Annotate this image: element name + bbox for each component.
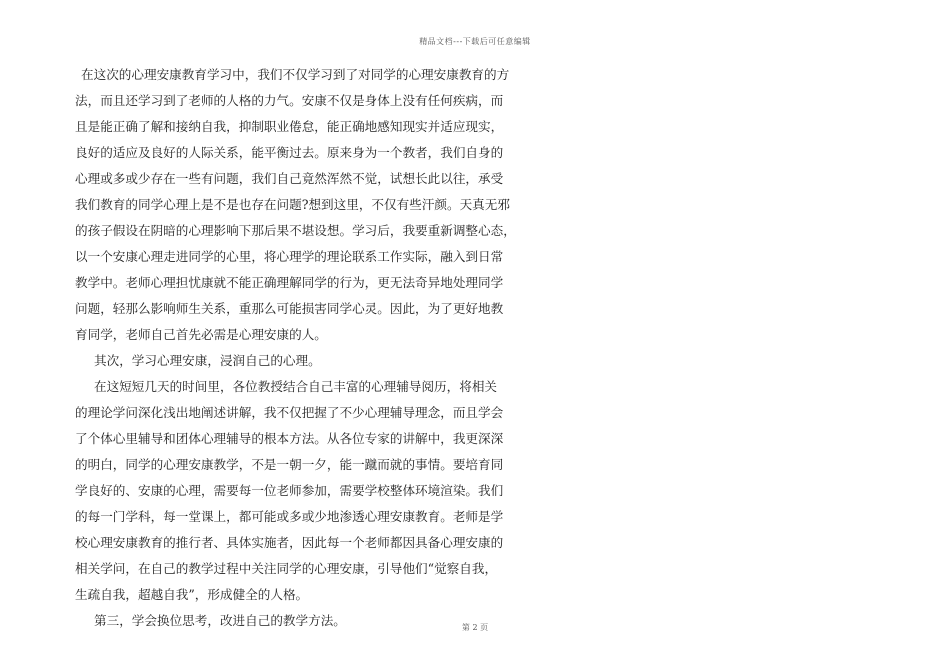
text-line: 法，而且还学习到了老师的人格的力气。安康不仅是身体上没有任何疾病，而 bbox=[75, 93, 504, 108]
section-heading: 第三，学会换位思考，改进自己的教学方法。 bbox=[94, 613, 346, 628]
text-line: 在这短短几天的时间里，各位教授结合自己丰富的心理辅导阅历，将相关 bbox=[94, 379, 497, 394]
page-header: 精品文档---下载后可任意编辑 bbox=[419, 37, 531, 46]
text-line: 育同学，老师自己首先必需是心理安康的人。 bbox=[75, 327, 327, 342]
text-line: 相关学问，在自己的教学过程中关注同学的心理安康，引导他们“觉察自我， bbox=[75, 561, 498, 576]
text-line: 在这次的心理安康教育学习中，我们不仅学习到了对同学的心理安康教育的方 bbox=[81, 67, 510, 82]
text-line: 良好的适应及良好的人际关系，能平衡过去。原来身为一个教者，我们自身的 bbox=[75, 145, 504, 160]
text-line: 学良好的、安康的心理，需要每一位老师参加，需要学校整体环境渲染。我们 bbox=[75, 483, 504, 498]
text-line: 教学中。老师心理担忧康就不能正确理解同学的行为，更无法奇异地处理同学 bbox=[75, 275, 504, 290]
text-line: 生疏自我，超越自我”，形成健全的人格。 bbox=[75, 587, 309, 602]
text-line: 的孩子假设在阴暗的心理影响下那后果不堪设想。学习后，我要重新调整心态， bbox=[75, 223, 516, 238]
text-line: 的明白，同学的心理安康教学，不是一朝一夕，能一蹴而就的事情。要培育同 bbox=[75, 457, 504, 472]
text-line: 问题，轻那么影响师生关系，重那么可能损害同学心灵。因此，为了更好地教 bbox=[75, 301, 504, 316]
text-line: 校心理安康教育的推行者、具体实施者，因此每一个老师都因具备心理安康的 bbox=[75, 535, 504, 550]
paragraph bbox=[75, 348, 470, 374]
text-line: 我们教育的同学心理上是不是也存在问题?想到这里，不仅有些汗颜。天真无邪 bbox=[75, 197, 510, 212]
text-line: 的理论学问深化浅出地阐述讲解，我不仅把握了不少心理辅导理念，而且学会 bbox=[75, 405, 504, 420]
paragraph bbox=[75, 374, 504, 608]
text-line: 了个体心里辅导和团体心理辅导的根本方法。从各位专家的讲解中，我更深深 bbox=[75, 431, 504, 446]
section-heading: 其次，学习心理安康，浸润自己的心理。 bbox=[94, 353, 321, 368]
text-line: 且是能正确了解和接纳自我，抑制职业倦怠，能正确地感知现实并适应现实， bbox=[75, 119, 504, 134]
text-line: 的每一门学科，每一堂课上，都可能或多或少地渗透心理安康教育。老师是学 bbox=[75, 509, 504, 524]
text-line: 以一个安康心理走进同学的心里，将心理学的理论联系工作实际，融入到日常 bbox=[75, 249, 504, 264]
text-line: 心理或多或少存在一些有问题，我们自己竟然浑然不觉，试想长此以往，承受 bbox=[75, 171, 504, 186]
page-number: 第 2 页 bbox=[461, 623, 489, 632]
paragraph bbox=[75, 62, 516, 348]
